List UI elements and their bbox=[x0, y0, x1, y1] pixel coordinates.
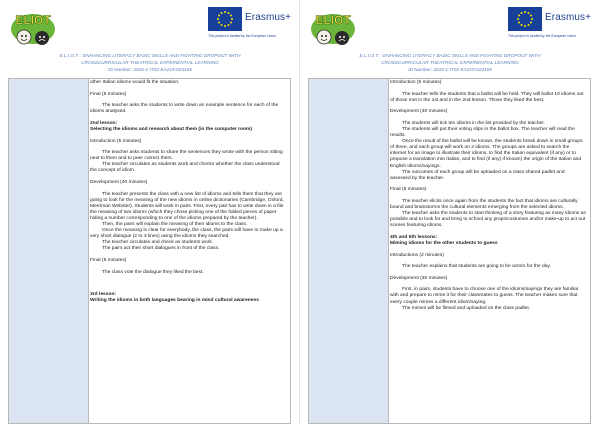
eliot-logo bbox=[306, 5, 360, 49]
paragraph: Once the meaning is clear for everybody, the class, the pairs will have to make up a very short dialogue (2 to 3 lines) using the idioms they searched. bbox=[90, 228, 283, 240]
lesson-title: Writing the idioms in both languages bearing in mind cultural awareness bbox=[90, 298, 259, 304]
section-heading: Development (30 minutes) bbox=[390, 275, 448, 281]
section-heading: Introduction (5 minutes) bbox=[90, 138, 142, 144]
section-heading: Introduction (5 minutes) bbox=[390, 80, 442, 85]
svg-text:ELIOT: ELIOT bbox=[15, 13, 51, 27]
paragraph: The mimes will be filmed and uploaded on the class padlet. bbox=[402, 305, 531, 311]
paragraph: The teacher tells the students that a ballot will be held. They will ballot 10 idioms out of those met in the 1st and in the 2nd lesson. Those they liked the best. bbox=[390, 91, 584, 103]
paragraph: The class vote the dialogue they liked the best. bbox=[102, 269, 204, 275]
lesson-number: 3rd lesson: bbox=[90, 292, 117, 298]
erasmus-logo bbox=[508, 7, 596, 47]
paragraph: The teacher asks students to share the sentences they wrote with the person sitting next to them and to peer correct them. bbox=[90, 150, 283, 162]
section-heading: Final (5 minutes) bbox=[90, 258, 127, 264]
eu-flag-icon bbox=[508, 7, 542, 31]
paragraph: The pairs act their short dialogues in front of the class. bbox=[102, 246, 220, 252]
lesson-number: 2nd lesson: bbox=[90, 120, 118, 126]
right-page bbox=[300, 0, 600, 424]
paragraph: The teacher circulates as students work and checks whether the class understood the concept of idiom. bbox=[90, 162, 280, 174]
paragraph: The students will put their voting slips in the ballot box. The teacher will read the results. bbox=[390, 126, 575, 139]
section-heading: Development (40 minutes) bbox=[90, 180, 148, 186]
table-content bbox=[90, 80, 286, 304]
eliot-logo bbox=[6, 5, 60, 49]
project-title-line1: E.L.I.O.T. : ENHANCING LITERACY BASIC SKILLS AND FIGHTING DROPOUT WITH bbox=[359, 53, 541, 58]
paragraph: The teacher presents the class with a new list of idioms and tells them that they are going to look for the meaning of the new idioms in online dictionaries (Cambridge, Oxford, Merriman Webster). Students will work in pairs. First, every pair has to write down in a file the meaning of two idioms (which they chose picking one of the folded pieces of paper hiding a number corresponding to one of the idioms prepared by the teacher). bbox=[90, 191, 284, 221]
project-title-line2: CROSSCURRICULAR THEATRICAL EXPERIENTIAL LEARNING bbox=[81, 60, 219, 65]
paragraph: other Italian idioms would fit the situation. bbox=[90, 80, 180, 85]
paragraph: The teacher asks the students to start thinking of a story featuring as many idioms as possible and to look for and bring to school any props/costumes and/or make-up to act out scenes featuring idioms. bbox=[390, 211, 586, 229]
lesson-table bbox=[308, 78, 591, 424]
section-heading: Introductions (2 minutes) bbox=[390, 252, 444, 258]
project-title-line1: E.L.I.O.T. : ENHANCING LITERACY BASIC SKILLS AND FIGHTING DROPOUT WITH bbox=[59, 53, 241, 58]
table-content bbox=[390, 80, 586, 312]
svg-text:ELIOT: ELIOT bbox=[315, 13, 351, 27]
eu-flag-icon bbox=[208, 7, 242, 31]
erasmus-name: Erasmus+ bbox=[245, 12, 292, 23]
paragraph: The outcomes of each group will be uploaded on a class shared padlet and assessed by the teacher. bbox=[390, 169, 565, 181]
section-heading: Development (40 minutes) bbox=[390, 109, 448, 115]
project-title-line2: CROSSCURRICULAR THEATRICAL EXPERIENTIAL LEARNING bbox=[381, 60, 519, 65]
paragraph: The teacher explains that students are going to be actors for the day. bbox=[402, 264, 551, 270]
eu-funding-caption: This project is funded by the European Union bbox=[208, 34, 276, 38]
section-heading: Final (5 minutes) bbox=[90, 91, 127, 97]
paragraph: The teacher asks the students to write down an example sentence for each of the idioms analysed. bbox=[90, 103, 279, 115]
paragraph: The teacher circulates and check as students work. bbox=[102, 240, 214, 246]
paragraph: The teacher elicits once again from the students the fact that idioms are culturally bound and brainstorms the cultural elements emerging from the selected idioms. bbox=[390, 198, 578, 210]
eu-funding-caption: This project is funded by the European Union bbox=[508, 34, 576, 38]
lesson-table bbox=[8, 78, 291, 424]
section-heading: Final (5 minutes) bbox=[390, 187, 427, 193]
table-label-column bbox=[309, 79, 389, 423]
paragraph: Then, the pairs will explain the meaning of their idioms to the class. bbox=[102, 222, 248, 228]
project-id: ID Number: 2016-1-IT02-KA219-024165 bbox=[408, 67, 492, 72]
paragraph: The students will tick ten idioms in the list provided by the teacher. bbox=[402, 120, 545, 126]
erasmus-logo bbox=[208, 7, 296, 47]
project-id: ID Number: 2016-1-IT02-KA219-024165 bbox=[108, 67, 192, 72]
lesson-number: 4th and 5th lessons: bbox=[390, 234, 438, 240]
lesson-title: Selecting the idioms and research about them (in the computer room) bbox=[90, 126, 252, 132]
paragraph: First, in pairs, students have to choose one of the idioms/sayings they are familiar with and prepare to mime it for their classmates to guess. The teacher makes sure that every couple mimes a different idiom/saying. bbox=[390, 287, 579, 305]
paragraph: Once the result of the ballot will be known, the students break down in small groups of three, and each group will work on 2 idioms. The groups are asked to search the internet for an image to illustrate their idioms, to find the Italian equivalent (if any) or to propose a translation into Italian, and to find (if any) if known) the origin of the Italian and English idioms/sayings. bbox=[390, 139, 583, 169]
lesson-title: Miming idioms for the other students to guess bbox=[390, 240, 498, 246]
erasmus-name: Erasmus+ bbox=[545, 12, 592, 23]
table-label-column bbox=[9, 79, 89, 423]
